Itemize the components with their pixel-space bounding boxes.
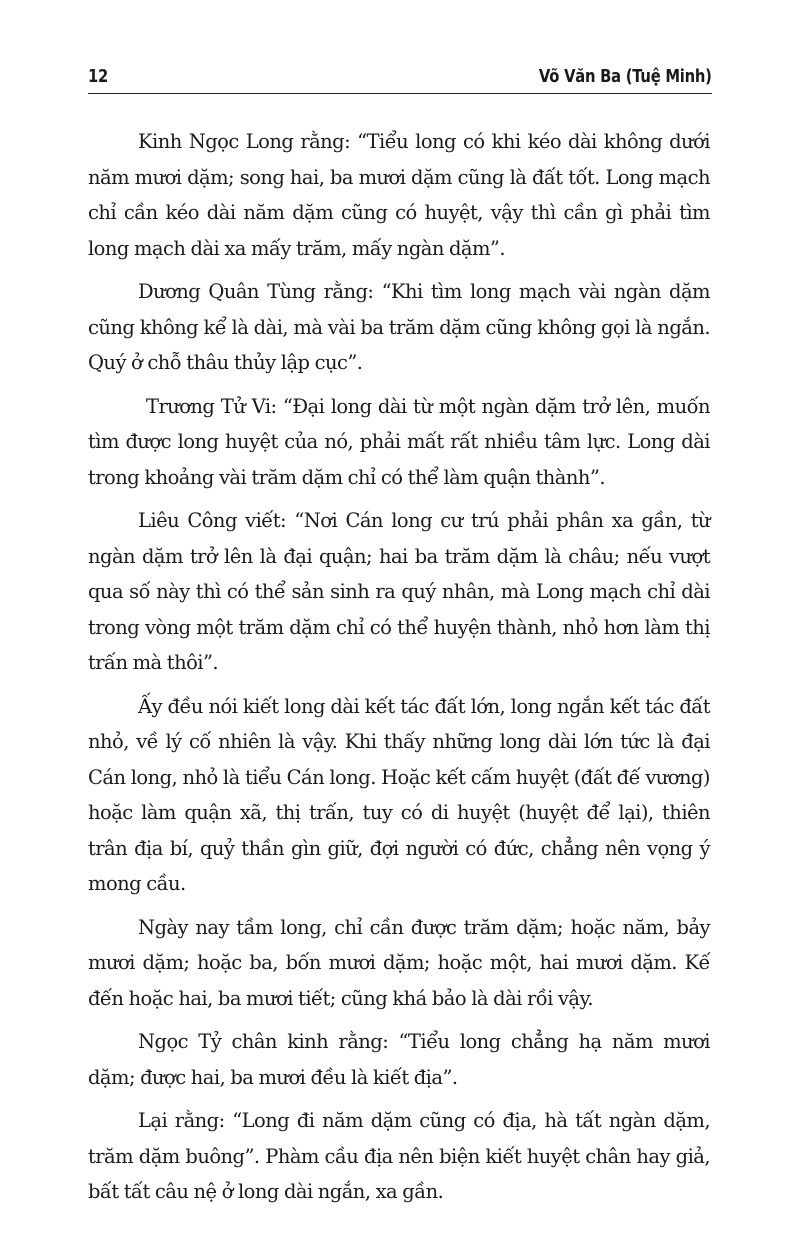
paragraph-tam-long: Ngày nay tầm long, chỉ cần được trăm dặm; hoặc năm, bảy mươi dặm; hoặc ba, bốn mươi dặm; hoặc một, hai mươi dặm. Kế đến hoặc hai, ba mươi tiết; cũng khá bảo là dài rồi vậy. — [88, 915, 710, 1010]
running-header — [88, 62, 712, 92]
paragraph-lieu-cong: Liêu Công viết: “Nơi Cán long cư trú phải phân xa gần, từ ngàn dặm trở lên là đại quận; hai ba trăm dặm là châu; nếu vượt qua số này thì có thể sản sinh ra quý nhân, mà Long mạch chỉ dài trong vòng một trăm dặm chỉ có thể huyện thành, nhỏ hơn làm thị trấn mà thôi”. — [88, 509, 710, 674]
paragraph-duong-quan-tung: Dương Quân Tùng rằng: “Khi tìm long mạch vài ngàn dặm cũng không kể là dài, mà vài ba trăm dặm cũng không gọi là ngắn. Quý ở chỗ thâu thủy lập cục”. — [88, 280, 710, 374]
paragraph-truong-tu-vi: Trương Tử Vi: “Đại long dài từ một ngàn dặm trở lên, muốn tìm được long huyệt của nó, phải mất rất nhiều tâm lực. Long dài trong khoảng vài trăm dặm chỉ có thể làm quận thành”. — [88, 394, 710, 489]
paragraph-ngoc-ty-chan-kinh: Ngọc Tỷ chân kinh rằng: “Tiểu long chẳng hạ năm mươi dặm; được hai, ba mươi đều là kiết địa”. — [88, 1030, 710, 1089]
running-title: Võ Văn Ba (Tuệ Minh) — [539, 66, 712, 87]
paragraph-kinh-ngoc-long: Kinh Ngọc Long rằng: “Tiểu long có khi kéo dài không dưới năm mươi dặm; song hai, ba mươi dặm cũng là đất tốt. Long mạch chỉ cần kéo dài năm dặm cũng có huyệt, vậy thì cần gì phải tìm long mạch dài xa mấy trăm, mấy ngàn dặm”. — [88, 130, 710, 260]
paragraph-kiet-long: Ấy đều nói kiết long dài kết tác đất lớn, long ngắn kết tác đất nhỏ, về lý cố nhiên là vậy. Khi thấy những long dài lớn tức là đại Cán long, nhỏ là tiểu Cán long. Hoặc kết cấm huyệt (đất đế vương) hoặc làm quận xã, thị trấn, tuy có di huyệt (huyệt để lại), thiên trân địa bí, quỷ thần gìn giữ, đợi người có đức, chẳng nên vọng ý mong cầu. — [88, 694, 710, 895]
page-number: 12 — [88, 66, 109, 87]
body-text — [88, 124, 710, 1218]
paragraph-lai-rang: Lại rằng: “Long đi năm dặm cũng có địa, hà tất ngàn dặm, trăm dặm buông”. Phàm cầu địa nên biện kiết huyệt chân hay giả, bất tất câu nệ ở long dài ngắn, xa gần. — [88, 1109, 710, 1203]
header-rule — [88, 93, 712, 94]
